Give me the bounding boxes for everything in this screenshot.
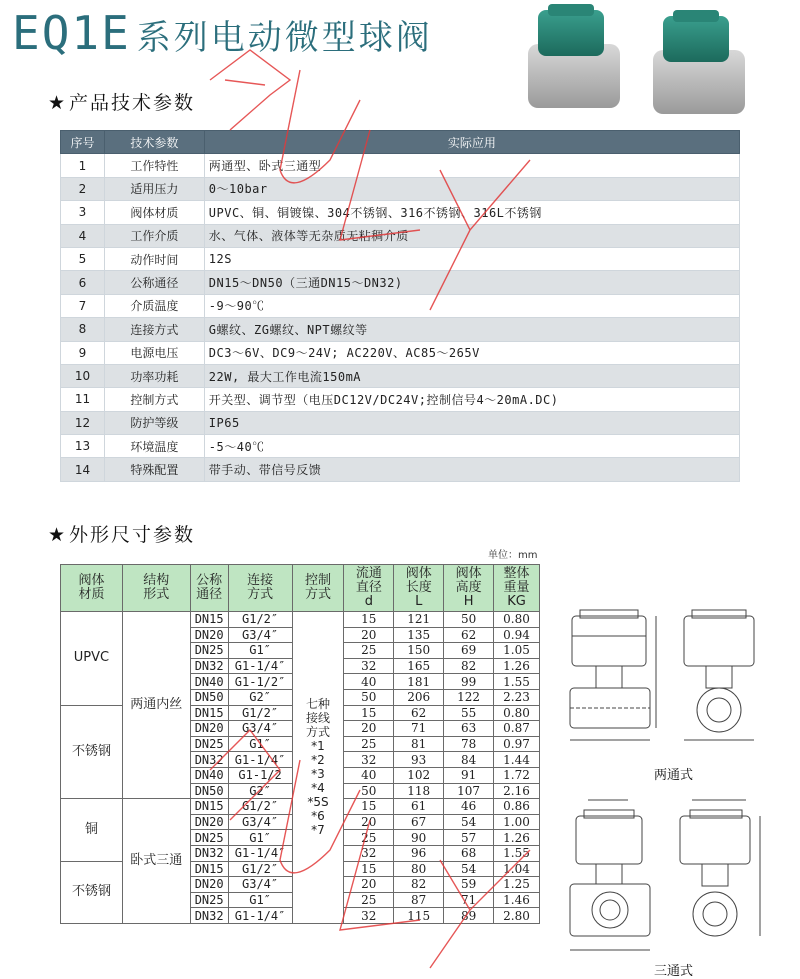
dim-material: 铜 xyxy=(61,799,123,861)
dim-h: 68 xyxy=(444,845,494,861)
dim-thread: G1-1/4″ xyxy=(228,658,292,674)
dim-header-cell: 公称 通径 xyxy=(190,565,228,612)
dim-header-cell: 阀体 材质 xyxy=(61,565,123,612)
dim-thread: G1″ xyxy=(228,892,292,908)
dim-l: 115 xyxy=(394,908,444,924)
spec-no: 1 xyxy=(61,154,105,177)
dim-thread: G1/2″ xyxy=(228,861,292,877)
dim-h: 84 xyxy=(444,752,494,768)
spec-value: G螺纹、ZG螺纹、NPT螺纹等 xyxy=(204,318,739,341)
dim-kg: 1.00 xyxy=(494,814,540,830)
dim-d: 25 xyxy=(344,643,394,659)
dim-d: 20 xyxy=(344,814,394,830)
dim-thread: G1-1/2″ xyxy=(228,674,292,690)
dim-h: 54 xyxy=(444,861,494,877)
dim-header-cell: 连接 方式 xyxy=(228,565,292,612)
spec-section-title: ★ 产品技术参数 xyxy=(48,92,196,114)
spec-value: 12S xyxy=(204,247,739,270)
spec-row xyxy=(61,177,740,200)
dim-l: 150 xyxy=(394,643,444,659)
dim-thread: G2″ xyxy=(228,783,292,799)
dim-material: UPVC xyxy=(61,612,123,706)
dim-kg: 1.25 xyxy=(494,877,540,893)
dim-h: 122 xyxy=(444,689,494,705)
series-name: 系列电动微型球阀 xyxy=(136,18,433,58)
spec-row xyxy=(61,247,740,270)
dim-kg: 1.04 xyxy=(494,861,540,877)
star-icon: ★ xyxy=(48,92,68,114)
dim-header-cell: 结构 形式 xyxy=(122,565,190,612)
dim-dn: DN32 xyxy=(190,845,228,861)
dim-thread: G1/2″ xyxy=(228,705,292,721)
spec-header-no: 序号 xyxy=(61,131,105,154)
dim-l: 61 xyxy=(394,799,444,815)
dim-dn: DN15 xyxy=(190,705,228,721)
dim-h: 107 xyxy=(444,783,494,799)
spec-no: 11 xyxy=(61,388,105,411)
dim-header-row xyxy=(61,565,540,612)
dim-thread: G1-1/4″ xyxy=(228,908,292,924)
dim-d: 25 xyxy=(344,892,394,908)
spec-row xyxy=(61,458,740,481)
dim-l: 67 xyxy=(394,814,444,830)
spec-param: 工作介质 xyxy=(104,224,204,247)
spec-no: 14 xyxy=(61,458,105,481)
model-code: EQ1E xyxy=(12,6,131,60)
dim-dn: DN20 xyxy=(190,877,228,893)
dim-l: 102 xyxy=(394,767,444,783)
spec-row xyxy=(61,435,740,458)
dim-control: 七种 接线 方式 *1 *2 *3 *4 *5S *6 *7 xyxy=(292,612,344,924)
dim-header-cell: 控制 方式 xyxy=(292,565,344,612)
dim-dn: DN20 xyxy=(190,627,228,643)
spec-param: 阀体材质 xyxy=(104,201,204,224)
three-way-caption: 三通式 xyxy=(654,964,694,979)
spec-value: -9～90℃ xyxy=(204,294,739,317)
dim-thread: G1/2″ xyxy=(228,612,292,628)
dim-l: 121 xyxy=(394,612,444,628)
dim-dn: DN25 xyxy=(190,643,228,659)
dim-l: 93 xyxy=(394,752,444,768)
spec-row xyxy=(61,388,740,411)
spec-row xyxy=(61,154,740,177)
dim-h: 78 xyxy=(444,736,494,752)
dim-h: 46 xyxy=(444,799,494,815)
spec-row xyxy=(61,364,740,387)
spec-row xyxy=(61,201,740,224)
two-way-caption: 两通式 xyxy=(654,768,694,783)
dim-kg: 1.55 xyxy=(494,674,540,690)
dim-dn: DN32 xyxy=(190,752,228,768)
spec-param: 特殊配置 xyxy=(104,458,204,481)
dim-d: 50 xyxy=(344,783,394,799)
dim-l: 118 xyxy=(394,783,444,799)
spec-value: 两通型、卧式三通型 xyxy=(204,154,739,177)
dim-d: 50 xyxy=(344,689,394,705)
dim-h: 82 xyxy=(444,658,494,674)
spec-value: DN15～DN50（三通DN15～DN32) xyxy=(204,271,739,294)
spec-value: IP65 xyxy=(204,411,739,434)
dim-d: 32 xyxy=(344,908,394,924)
spec-param: 工作特性 xyxy=(104,154,204,177)
dim-l: 206 xyxy=(394,689,444,705)
spec-param: 动作时间 xyxy=(104,247,204,270)
spec-row xyxy=(61,294,740,317)
dim-thread: G2″ xyxy=(228,689,292,705)
spec-param: 功率功耗 xyxy=(104,364,204,387)
dim-structure: 卧式三通 xyxy=(122,799,190,924)
dim-kg: 0.86 xyxy=(494,799,540,815)
dim-h: 99 xyxy=(444,674,494,690)
dim-dn: DN50 xyxy=(190,783,228,799)
dim-section-title: ★ 外形尺寸参数 xyxy=(48,524,196,546)
product-image-2 xyxy=(645,10,755,120)
dim-thread: G3/4″ xyxy=(228,877,292,893)
spec-param: 防护等级 xyxy=(104,411,204,434)
dim-h: 59 xyxy=(444,877,494,893)
spec-table xyxy=(60,130,740,482)
spec-param: 介质温度 xyxy=(104,294,204,317)
spec-no: 9 xyxy=(61,341,105,364)
dim-thread: G3/4″ xyxy=(228,721,292,737)
spec-no: 10 xyxy=(61,364,105,387)
dim-dn: DN25 xyxy=(190,736,228,752)
product-image-1 xyxy=(520,4,630,114)
dim-d: 15 xyxy=(344,861,394,877)
dim-d: 20 xyxy=(344,627,394,643)
spec-row xyxy=(61,271,740,294)
spec-param: 公称通径 xyxy=(104,271,204,294)
spec-param: 连接方式 xyxy=(104,318,204,341)
dim-d: 32 xyxy=(344,845,394,861)
spec-row xyxy=(61,224,740,247)
dim-h: 69 xyxy=(444,643,494,659)
dim-d: 20 xyxy=(344,721,394,737)
dim-kg: 1.05 xyxy=(494,643,540,659)
dim-kg: 1.26 xyxy=(494,658,540,674)
dim-thread: G1-1/4″ xyxy=(228,752,292,768)
dim-dn: DN32 xyxy=(190,658,228,674)
dim-dn: DN15 xyxy=(190,799,228,815)
page-title xyxy=(12,8,433,58)
dim-material: 不锈钢 xyxy=(61,705,123,799)
spec-no: 5 xyxy=(61,247,105,270)
spec-no: 8 xyxy=(61,318,105,341)
spec-row xyxy=(61,318,740,341)
dim-header-cell: 阀体 高度 H xyxy=(444,565,494,612)
dim-dn: DN15 xyxy=(190,861,228,877)
spec-no: 3 xyxy=(61,201,105,224)
dim-structure: 两通内丝 xyxy=(122,612,190,799)
dim-h: 50 xyxy=(444,612,494,628)
dim-dn: DN15 xyxy=(190,612,228,628)
spec-param: 电源电压 xyxy=(104,341,204,364)
dim-l: 87 xyxy=(394,892,444,908)
dim-kg: 0.94 xyxy=(494,627,540,643)
three-way-drawing xyxy=(566,790,786,960)
dim-dn: DN25 xyxy=(190,892,228,908)
dim-d: 32 xyxy=(344,658,394,674)
dim-d: 25 xyxy=(344,830,394,846)
dim-kg: 2.23 xyxy=(494,689,540,705)
dim-thread: G1″ xyxy=(228,643,292,659)
dim-kg: 0.97 xyxy=(494,736,540,752)
spec-value: DC3～6V、DC9～24V; AC220V、AC85～265V xyxy=(204,341,739,364)
dim-header-cell: 阀体 长度 L xyxy=(394,565,444,612)
dim-material: 不锈钢 xyxy=(61,861,123,923)
two-way-drawing xyxy=(560,606,790,756)
dim-h: 57 xyxy=(444,830,494,846)
dim-dn: DN40 xyxy=(190,674,228,690)
dim-kg: 0.87 xyxy=(494,721,540,737)
spec-value: UPVC、铜、铜镀镍、304不锈钢、316不锈钢、316L不锈钢 xyxy=(204,201,739,224)
dim-h: 71 xyxy=(444,892,494,908)
dim-d: 25 xyxy=(344,736,394,752)
dim-h: 63 xyxy=(444,721,494,737)
dim-d: 15 xyxy=(344,612,394,628)
dim-dn: DN20 xyxy=(190,814,228,830)
dim-d: 32 xyxy=(344,752,394,768)
dim-l: 90 xyxy=(394,830,444,846)
dim-kg: 1.26 xyxy=(494,830,540,846)
dim-thread: G1″ xyxy=(228,830,292,846)
dim-h: 54 xyxy=(444,814,494,830)
dim-d: 15 xyxy=(344,799,394,815)
dim-kg: 1.55 xyxy=(494,845,540,861)
dim-kg: 0.80 xyxy=(494,612,540,628)
dim-dn: DN40 xyxy=(190,767,228,783)
dim-dn: DN32 xyxy=(190,908,228,924)
spec-no: 4 xyxy=(61,224,105,247)
spec-param: 适用压力 xyxy=(104,177,204,200)
spec-header-row xyxy=(61,131,740,154)
dim-row xyxy=(61,612,540,628)
dim-l: 181 xyxy=(394,674,444,690)
dim-l: 82 xyxy=(394,877,444,893)
dim-l: 135 xyxy=(394,627,444,643)
spec-value: -5～40℃ xyxy=(204,435,739,458)
dim-kg: 1.72 xyxy=(494,767,540,783)
dim-h: 62 xyxy=(444,627,494,643)
spec-header-param: 技术参数 xyxy=(104,131,204,154)
dim-kg: 1.46 xyxy=(494,892,540,908)
spec-value: 开关型、调节型（电压DC12V/DC24V;控制信号4～20mA.DC) xyxy=(204,388,739,411)
dim-kg: 2.80 xyxy=(494,908,540,924)
dim-h: 89 xyxy=(444,908,494,924)
spec-no: 13 xyxy=(61,435,105,458)
dimension-table xyxy=(60,564,540,924)
spec-value: 0～10bar xyxy=(204,177,739,200)
dim-kg: 0.80 xyxy=(494,705,540,721)
dim-d: 40 xyxy=(344,674,394,690)
dim-l: 71 xyxy=(394,721,444,737)
spec-no: 2 xyxy=(61,177,105,200)
dim-h: 91 xyxy=(444,767,494,783)
dim-dn: DN20 xyxy=(190,721,228,737)
dim-header-cell: 整体 重量 KG xyxy=(494,565,540,612)
dim-thread: G1-1/4″ xyxy=(228,845,292,861)
dim-thread: G3/4″ xyxy=(228,814,292,830)
dim-l: 81 xyxy=(394,736,444,752)
spec-value: 水、气体、液体等无杂质无粘稠介质 xyxy=(204,224,739,247)
spec-row xyxy=(61,411,740,434)
spec-no: 6 xyxy=(61,271,105,294)
dim-thread: G1″ xyxy=(228,736,292,752)
dim-l: 62 xyxy=(394,705,444,721)
dim-thread: G1-1/2 xyxy=(228,767,292,783)
dim-d: 15 xyxy=(344,705,394,721)
dim-thread: G1/2″ xyxy=(228,799,292,815)
dim-d: 20 xyxy=(344,877,394,893)
spec-header-value: 实际应用 xyxy=(204,131,739,154)
spec-no: 7 xyxy=(61,294,105,317)
spec-value: 22W, 最大工作电流150mA xyxy=(204,364,739,387)
dim-header-cell: 流通 直径 d xyxy=(344,565,394,612)
dim-l: 96 xyxy=(394,845,444,861)
unit-label: 单位：mm xyxy=(488,550,538,561)
spec-row xyxy=(61,341,740,364)
dim-dn: DN25 xyxy=(190,830,228,846)
dim-l: 80 xyxy=(394,861,444,877)
dim-dn: DN50 xyxy=(190,689,228,705)
dim-l: 165 xyxy=(394,658,444,674)
dim-thread: G3/4″ xyxy=(228,627,292,643)
dim-kg: 2.16 xyxy=(494,783,540,799)
dim-d: 40 xyxy=(344,767,394,783)
spec-param: 环境温度 xyxy=(104,435,204,458)
spec-no: 12 xyxy=(61,411,105,434)
spec-value: 带手动、带信号反馈 xyxy=(204,458,739,481)
star-icon: ★ xyxy=(48,524,68,546)
dim-kg: 1.44 xyxy=(494,752,540,768)
spec-param: 控制方式 xyxy=(104,388,204,411)
dim-h: 55 xyxy=(444,705,494,721)
